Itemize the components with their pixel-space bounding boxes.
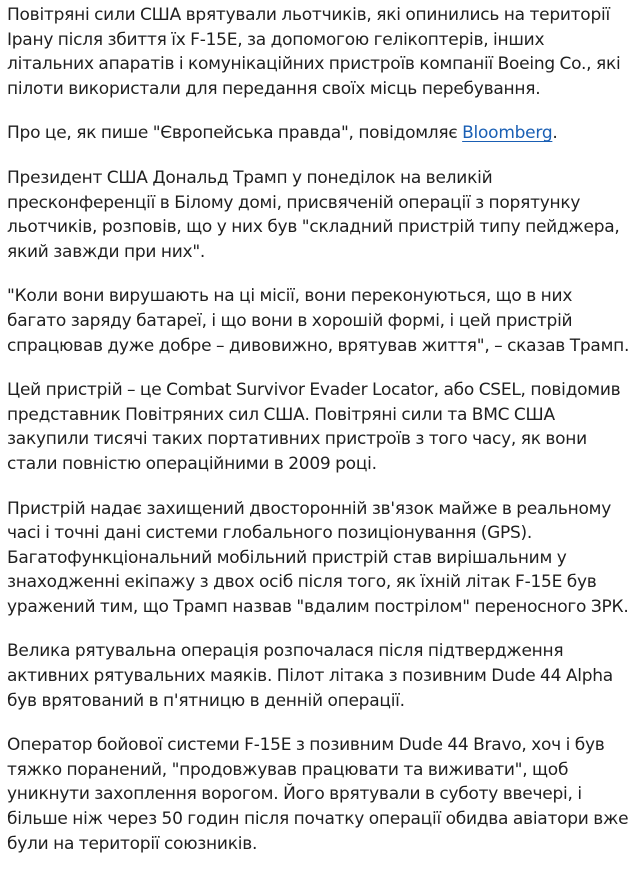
paragraph-1: Повітряні сили США врятували льотчиків, які опинились на території Ірану після збиття їх F-15E, за допомогою гелікоптерів, інших літальних апаратів і комунікаційних пристроїв компанії Boeing Co., які пілоти використали для передання своїх місць перебування. [7, 5, 621, 99]
paragraph-4: "Коли вони вирушають на ці місії, вони переконуються, що в них багато заряду батареї, і що вони в хорошій формі, і цей пристрій спрацював дуже добре – дивовижно, врятував життя", – сказав Трамп. [7, 286, 630, 356]
paragraph-2-text: Про це, як пише "Європейська правда", повідомляє [7, 123, 463, 144]
article-body [7, 3, 635, 876]
paragraph-3: Президент США Дональд Трамп у понеділок на великій пресконференції в Білому домі, присвяченій операції з порятунку льотчиків, розповів, що у них був "складний пристрій типу пейджера, який завжди при них". [7, 167, 620, 262]
bloomberg-link[interactable]: Bloomberg [462, 123, 553, 144]
paragraph-2 [7, 121, 635, 146]
paragraph-6: Пристрій надає захищений двосторонній зв'язок майже в реальному часі і точні дані системи глобального позиціонування (GPS). Багатофункціональний мобільний пристрій став вирішальним у знаходженні екіпажу з двох осіб після того, як їхній літак F-15E був уражений тим, що Трамп назвав "вдалим пострілом" переносного ЗРК. [7, 498, 629, 617]
paragraph-2-end: . [552, 123, 558, 144]
paragraph-8: Оператор бойової системи F-15E з позивним Dude 44 Bravo, хоч і був тяжко поранений, "продовжував працювати та виживати", щоб уникнути захоплення ворогом. Його врятували в суботу ввечері, і більше ніж через 50 годин після початку операції обидва авіатори вже були на території союзників. [7, 735, 629, 854]
paragraph-7: Велика рятувальна операція розпочалася після підтвердження активних рятувальних маяків. Пілот літака з позивним Dude 44 Alpha був врятований в п'ятницю в денній операції. [7, 641, 613, 711]
paragraph-5: Цей пристрій – це Combat Survivor Evader Locator, або CSEL, повідомив представник Повітряних сил США. Повітряні сили та ВМС США закупили тисячі таких портативних пристроїв з того часу, як вони стали повністю операційними в 2009 році. [7, 380, 621, 474]
